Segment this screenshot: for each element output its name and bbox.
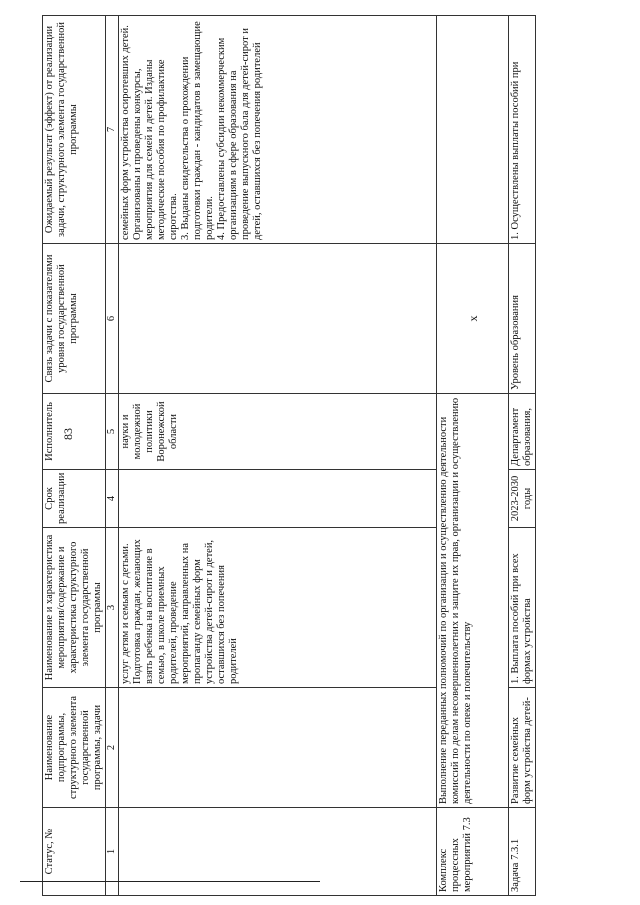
complex-result-cell — [437, 16, 509, 244]
complex-status-cell: Комплекс процессных мероприятий 7.3 — [437, 808, 509, 896]
program-table — [42, 15, 536, 896]
column-number: 7 — [106, 16, 119, 244]
task-status-cell: Задача 7.3.1 — [509, 808, 536, 896]
column-number: 5 — [106, 394, 119, 470]
column-number: 2 — [106, 688, 119, 808]
task-name-cell: Развитие семейных форм устройства детей- — [509, 688, 536, 808]
bottom-rule — [20, 881, 320, 882]
column-number: 1 — [106, 808, 119, 896]
cont-executor-cell: науки и молодежной политики Воронежской области — [119, 394, 437, 470]
header-result: Ожидаемый результат (эффект) от реализации задачи, структурного элемента государственной программы — [43, 16, 106, 244]
page-number: 83 — [61, 428, 75, 440]
header-status: Статус, № — [43, 808, 106, 896]
header-link: Связь задачи с показателями уровня государственной программы — [43, 244, 106, 394]
cont-link-cell — [119, 244, 437, 394]
cont-term-cell — [119, 470, 437, 528]
column-number: 4 — [106, 470, 119, 528]
task-link-cell: Уровень образования — [509, 244, 536, 394]
task-row — [509, 16, 536, 896]
header-row — [43, 16, 106, 896]
complex-row — [437, 16, 509, 896]
cont-result-cell: семейных форм устройства осиротевших детей. Организованы и проведены конкурсы, мероприятия для семей и детей. Изданы методические пособия по профилактике сиротства. 3. Выданы свидетельства о прохождении подготовки граждан - кандидатов в замещающие родители. 4. Предоставлены субсидии некоммерческим организациям в сфере образования на проведение выпускного бала для детей-сирот и детей, оставшихся без попечения родителей — [119, 16, 437, 244]
continuation-row — [119, 16, 437, 896]
task-executor-cell: Департамент образования, — [509, 394, 536, 470]
task-term-cell: 2023-2030 годы — [509, 470, 536, 528]
complex-name-cell: Выполнение переданных полномочий по организации и осуществлению деятельности комиссий по делам несовершеннолетних и защите их прав, организации и осуществлению деятельности по опеке и попечительству — [437, 394, 509, 808]
column-number: 6 — [106, 244, 119, 394]
column-number-row — [106, 16, 119, 896]
cont-subprogram-cell — [119, 688, 437, 808]
column-number: 3 — [106, 528, 119, 688]
rotated-table-container — [42, 16, 632, 896]
task-result-cell: 1. Осуществлены выплаты пособий при — [509, 16, 536, 244]
complex-link-cell: x — [437, 244, 509, 394]
header-action: Наименование и характеристика мероприятия/содержание и характеристика структурного элемента государственной программы — [43, 528, 106, 688]
header-subprogram: Наименование подпрограммы, структурного элемента государственной программы, задачи — [43, 688, 106, 808]
header-term: Срок реализации — [43, 470, 106, 528]
header-executor: Исполнитель — [43, 394, 106, 470]
cont-action-cell: услуг детям и семьям с детьми. Подготовка граждан, желающих взять ребенка на воспитание в семью, в школе приемных родителей, проведение мероприятий, направленных на пропаганду семейных форм устройства детей-сирот и детей, оставшихся без попечения родителей — [119, 528, 437, 688]
task-action-cell: 1. Выплата пособий при всех формах устройства — [509, 528, 536, 688]
cont-status-cell — [119, 808, 437, 896]
